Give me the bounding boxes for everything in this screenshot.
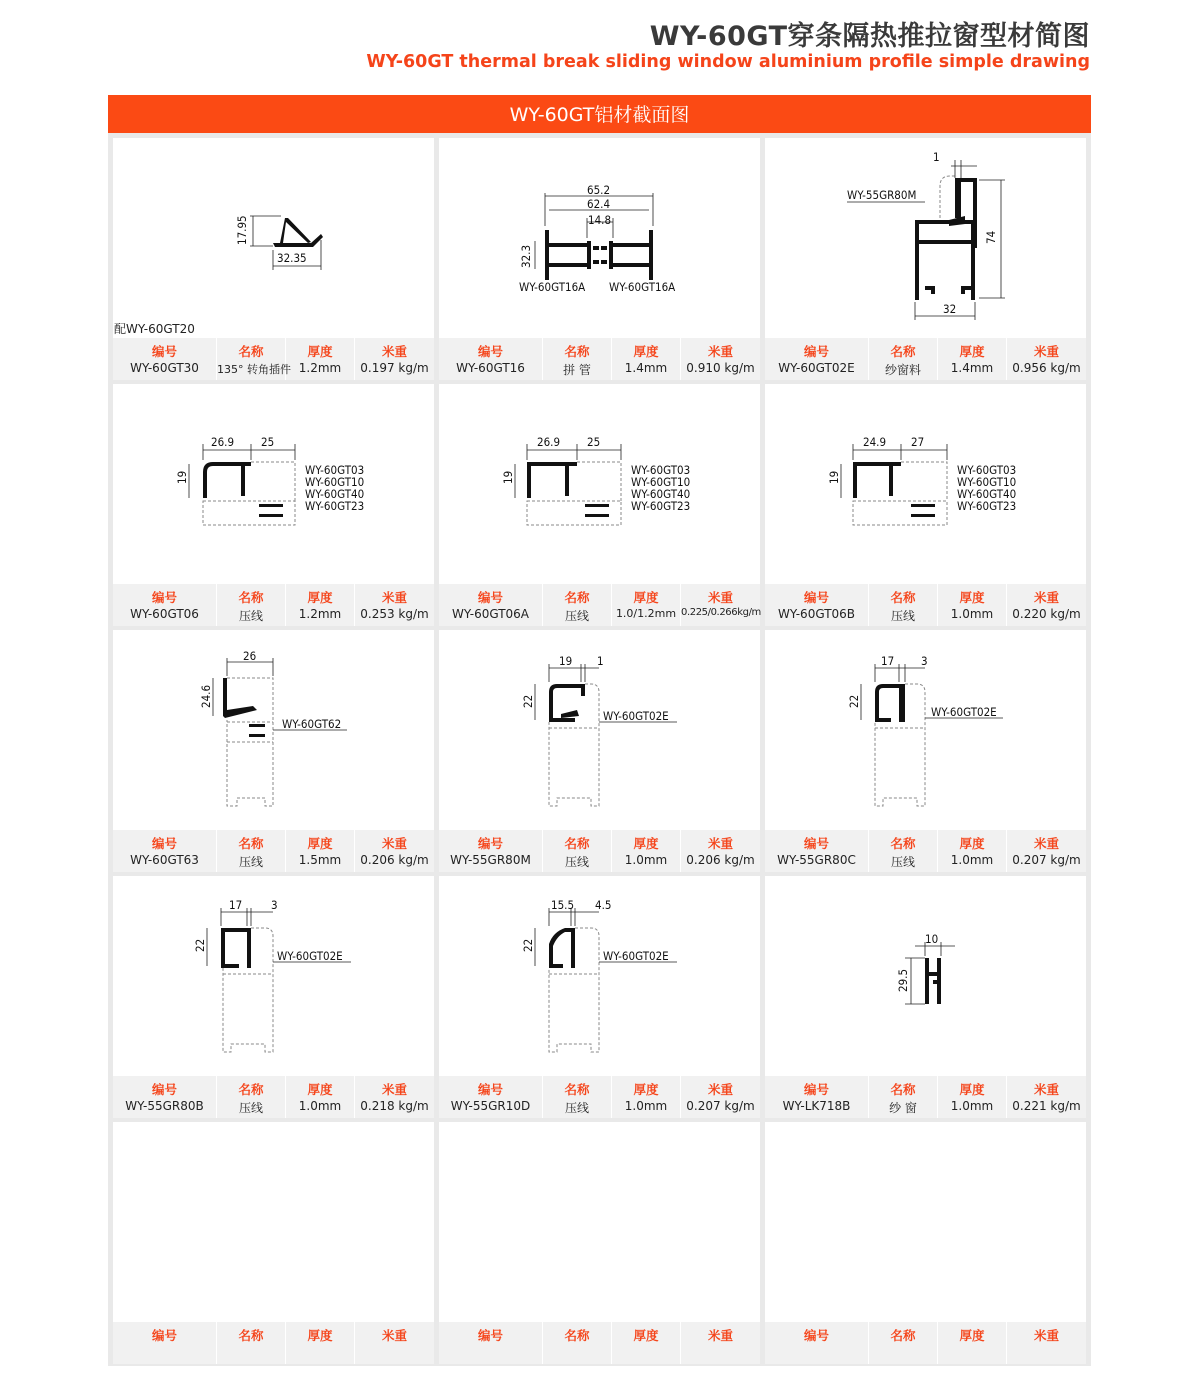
code-header: 编号 — [477, 344, 503, 359]
profile-shape — [545, 230, 653, 280]
part-label: WY-60GT03 — [631, 463, 691, 477]
weight-value: 0.197 kg/m — [360, 361, 429, 375]
name-header: 名称 — [890, 344, 916, 359]
part-label: WY-60GT03 — [305, 463, 365, 477]
dimension-label: 10 — [925, 932, 939, 946]
spec-row — [113, 1322, 434, 1364]
weight-header: 米重 — [381, 590, 407, 605]
dimension-label: 1 — [933, 150, 940, 164]
thickness-value: 1.0/1.2mm — [615, 607, 677, 620]
name-header: 名称 — [238, 836, 264, 851]
part-label: WY-60GT40 — [305, 487, 365, 501]
name-header: 名称 — [238, 590, 264, 605]
weight-value: 0.206 kg/m — [686, 853, 755, 867]
name-header: 名称 — [564, 836, 590, 851]
thickness-header: 厚度 — [959, 836, 985, 851]
code-value: WY-60GT06 — [130, 607, 199, 621]
dimension-label: 19 — [501, 470, 515, 484]
profile-card — [113, 876, 434, 1118]
code-header: 编号 — [803, 1082, 829, 1097]
name-header: 名称 — [564, 1328, 590, 1343]
profile-drawing — [439, 630, 760, 830]
dimension-label: 62.4 — [587, 197, 611, 211]
part-label: WY-60GT02E — [277, 949, 343, 963]
dimension-label: 32.3 — [519, 244, 533, 268]
dimension-label: 22 — [193, 938, 207, 952]
name-value: 拼 管 — [563, 363, 591, 377]
name-value: 压线 — [238, 609, 263, 623]
profile-drawing — [439, 876, 760, 1076]
dimension-label: 19 — [175, 470, 189, 484]
profile-card — [439, 1122, 760, 1364]
spec-row — [765, 830, 1086, 872]
weight-value: 0.207 kg/m — [686, 1099, 755, 1113]
weight-header: 米重 — [707, 344, 733, 359]
thickness-value: 1.4mm — [624, 361, 668, 375]
thickness-header: 厚度 — [307, 836, 333, 851]
weight-value: 0.220 kg/m — [1012, 607, 1081, 621]
profile-card — [765, 630, 1086, 872]
thickness-value: 1.4mm — [950, 361, 994, 375]
profile-shape — [853, 462, 901, 498]
name-header: 名称 — [564, 590, 590, 605]
page-subtitle: WY-60GT thermal break sliding window aluminium profile simple drawing — [366, 52, 1090, 72]
part-label: WY-60GT40 — [957, 487, 1017, 501]
weight-header: 米重 — [1033, 1328, 1059, 1343]
code-value: WY-60GT30 — [130, 361, 199, 375]
thickness-header: 厚度 — [307, 1328, 333, 1343]
dimension-label: 17.95 — [235, 215, 249, 245]
spec-row — [113, 1076, 434, 1118]
code-header: 编号 — [151, 836, 177, 851]
profile-card — [113, 384, 434, 626]
dimension-label: 19 — [827, 470, 841, 484]
profile-drawing — [113, 630, 434, 830]
name-header: 名称 — [890, 1328, 916, 1343]
dimension-label: 32 — [943, 302, 957, 316]
dimension-label: 17 — [881, 654, 895, 668]
name-value: 压线 — [564, 1101, 589, 1115]
weight-value: 0.253 kg/m — [360, 607, 429, 621]
dimension-label: 3 — [921, 654, 928, 668]
profile-shape — [273, 218, 323, 247]
profile-drawing — [765, 876, 1086, 1076]
name-value: 压线 — [564, 855, 589, 869]
name-header: 名称 — [238, 344, 264, 359]
thickness-header: 厚度 — [959, 1082, 985, 1097]
part-label: WY-60GT62 — [282, 717, 342, 731]
thickness-header: 厚度 — [307, 590, 333, 605]
code-value: WY-55GR80M — [450, 853, 531, 867]
profile-shape — [875, 684, 905, 722]
spec-row — [113, 584, 434, 626]
code-header: 编号 — [803, 1328, 829, 1343]
spec-row — [439, 338, 760, 380]
profile-card — [113, 138, 434, 380]
spec-row — [439, 830, 760, 872]
name-value: 压线 — [238, 855, 263, 869]
profile-shape — [203, 462, 251, 498]
code-value: WY-55GR80B — [125, 1099, 204, 1113]
profile-drawing — [439, 384, 760, 584]
name-value: 压线 — [890, 855, 915, 869]
name-header: 名称 — [890, 590, 916, 605]
profile-card — [439, 384, 760, 626]
weight-value: 0.207 kg/m — [1012, 853, 1081, 867]
spec-row — [439, 1322, 760, 1364]
thickness-header: 厚度 — [633, 344, 659, 359]
dimension-label: 29.5 — [896, 968, 910, 992]
thickness-header: 厚度 — [307, 344, 333, 359]
name-value: 压线 — [890, 609, 915, 623]
profile-drawing — [113, 876, 434, 1076]
part-label: WY-60GT16A — [609, 280, 676, 294]
part-label: WY-60GT10 — [631, 475, 691, 489]
profile-card — [113, 1122, 434, 1364]
dimension-label: 22 — [847, 694, 861, 708]
profile-card — [439, 630, 760, 872]
name-value: 压线 — [238, 1101, 263, 1115]
thickness-value: 1.0mm — [298, 1099, 342, 1113]
weight-value: 0.206 kg/m — [360, 853, 429, 867]
section-banner: WY-60GT铝材截面图 — [108, 95, 1091, 133]
code-header: 编号 — [477, 1082, 503, 1097]
dimension-label: 25 — [261, 435, 275, 449]
part-label: WY-60GT10 — [957, 475, 1017, 489]
dimension-label: 14.8 — [588, 213, 612, 227]
profile-drawing — [765, 630, 1086, 830]
compatible-note: 配WY-60GT20 — [114, 322, 195, 336]
spec-row — [113, 830, 434, 872]
part-label: WY-60GT02E — [603, 949, 669, 963]
weight-header: 米重 — [1033, 836, 1059, 851]
code-value: WY-60GT06A — [451, 607, 530, 621]
code-header: 编号 — [477, 590, 503, 605]
code-header: 编号 — [803, 590, 829, 605]
code-value: WY-LK718B — [782, 1099, 851, 1113]
code-value: WY-60GT06B — [777, 607, 856, 621]
dimension-label: 22 — [521, 938, 535, 952]
spec-row — [439, 1076, 760, 1118]
profile-drawing — [439, 138, 760, 338]
profile-shape — [221, 928, 251, 968]
thickness-value: 1.0mm — [624, 853, 668, 867]
weight-header: 米重 — [381, 1328, 407, 1343]
part-label: WY-60GT16A — [519, 280, 586, 294]
weight-header: 米重 — [381, 344, 407, 359]
code-value: WY-60GT02E — [778, 361, 855, 375]
spec-row — [765, 338, 1086, 380]
thickness-header: 厚度 — [633, 590, 659, 605]
weight-header: 米重 — [1033, 1082, 1059, 1097]
thickness-value: 1.0mm — [950, 1099, 994, 1113]
part-label: WY-60GT03 — [957, 463, 1017, 477]
code-header: 编号 — [803, 836, 829, 851]
spec-row — [765, 1076, 1086, 1118]
name-header: 名称 — [890, 1082, 916, 1097]
part-label: WY-60GT23 — [631, 499, 691, 513]
dimension-label: 25 — [587, 435, 601, 449]
name-header: 名称 — [238, 1082, 264, 1097]
part-label: WY-60GT10 — [305, 475, 365, 489]
weight-header: 米重 — [707, 1328, 733, 1343]
part-label: WY-60GT23 — [957, 499, 1017, 513]
name-header: 名称 — [890, 836, 916, 851]
part-label: WY-60GT23 — [305, 499, 365, 513]
profile-grid — [108, 133, 1091, 1366]
spec-row — [765, 1322, 1086, 1364]
thickness-header: 厚度 — [633, 836, 659, 851]
weight-header: 米重 — [707, 836, 733, 851]
spec-row — [765, 584, 1086, 626]
dimension-label: 26.9 — [537, 435, 561, 449]
thickness-header: 厚度 — [633, 1082, 659, 1097]
weight-value: 0.910 kg/m — [686, 361, 755, 375]
code-value: WY-60GT63 — [130, 853, 199, 867]
profile-drawing — [113, 138, 434, 338]
profile-shape — [223, 678, 257, 718]
profile-shape — [925, 958, 941, 1004]
code-header: 编号 — [151, 590, 177, 605]
thickness-header: 厚度 — [959, 344, 985, 359]
weight-header: 米重 — [381, 836, 407, 851]
name-value: 纱 窗 — [889, 1101, 917, 1115]
weight-header: 米重 — [707, 590, 733, 605]
dimension-label: 19 — [559, 654, 573, 668]
thickness-header: 厚度 — [633, 1328, 659, 1343]
weight-value: 0.225/0.266kg/m — [681, 607, 761, 618]
code-header: 编号 — [151, 344, 177, 359]
part-label: WY-60GT02E — [931, 705, 997, 719]
profile-card — [113, 630, 434, 872]
profile-drawing — [113, 384, 434, 584]
weight-header: 米重 — [707, 1082, 733, 1097]
dimension-label: 4.5 — [595, 898, 612, 912]
name-value: 压线 — [564, 609, 589, 623]
thickness-header: 厚度 — [959, 1328, 985, 1343]
dimension-label: 1 — [597, 654, 604, 668]
code-header: 编号 — [477, 1328, 503, 1343]
thickness-value: 1.0mm — [624, 1099, 668, 1113]
thickness-header: 厚度 — [307, 1082, 333, 1097]
dimension-label: 22 — [521, 694, 535, 708]
code-header: 编号 — [151, 1328, 177, 1343]
thickness-value: 1.0mm — [950, 853, 994, 867]
part-label: WY-60GT40 — [631, 487, 691, 501]
thickness-value: 1.2mm — [298, 607, 342, 621]
dimension-label: 17 — [229, 898, 243, 912]
profile-shape — [527, 462, 577, 498]
weight-header: 米重 — [1033, 590, 1059, 605]
thickness-header: 厚度 — [959, 590, 985, 605]
dimension-label: 26.9 — [211, 435, 235, 449]
page-title: WY-60GT穿条隔热推拉窗型材简图 — [649, 21, 1090, 52]
dimension-label: 15.5 — [551, 898, 575, 912]
profile-card — [439, 138, 760, 380]
profile-drawing — [765, 138, 1086, 338]
profile-card — [765, 138, 1086, 380]
code-header: 编号 — [477, 836, 503, 851]
weight-header: 米重 — [1033, 344, 1059, 359]
profile-card — [765, 1122, 1086, 1364]
name-header: 名称 — [238, 1328, 264, 1343]
dimension-label: 32.35 — [277, 251, 307, 265]
code-value: WY-55GR80C — [777, 853, 856, 867]
code-value: WY-60GT16 — [456, 361, 525, 375]
name-value: 纱窗料 — [884, 363, 921, 377]
dimension-label: 26 — [243, 649, 257, 663]
code-header: 编号 — [151, 1082, 177, 1097]
name-header: 名称 — [564, 1082, 590, 1097]
profile-card — [439, 876, 760, 1118]
profile-drawing — [765, 384, 1086, 584]
profile-card — [765, 384, 1086, 626]
dimension-label: 3 — [271, 898, 278, 912]
thickness-value: 1.0mm — [950, 607, 994, 621]
thickness-value: 1.5mm — [298, 853, 342, 867]
weight-value: 0.956 kg/m — [1012, 361, 1081, 375]
dimension-label: 65.2 — [587, 183, 611, 197]
name-header: 名称 — [564, 344, 590, 359]
weight-header: 米重 — [381, 1082, 407, 1097]
part-label: WY-55GR80M — [847, 188, 917, 202]
spec-row — [113, 338, 434, 380]
weight-value: 0.221 kg/m — [1012, 1099, 1081, 1113]
spec-row — [439, 584, 760, 626]
profile-shape — [549, 684, 585, 722]
dimension-label: 27 — [911, 435, 925, 449]
dimension-label: 24.6 — [199, 684, 213, 708]
dimension-label: 24.9 — [863, 435, 887, 449]
code-value: WY-55GR10D — [450, 1099, 531, 1113]
profile-card — [765, 876, 1086, 1118]
code-header: 编号 — [803, 344, 829, 359]
profile-shape — [549, 928, 575, 968]
part-label: WY-60GT02E — [603, 709, 669, 723]
weight-value: 0.218 kg/m — [360, 1099, 429, 1113]
thickness-value: 1.2mm — [298, 361, 342, 375]
dimension-label: 74 — [984, 230, 998, 244]
name-value: 135° 转角插件 — [217, 363, 291, 376]
